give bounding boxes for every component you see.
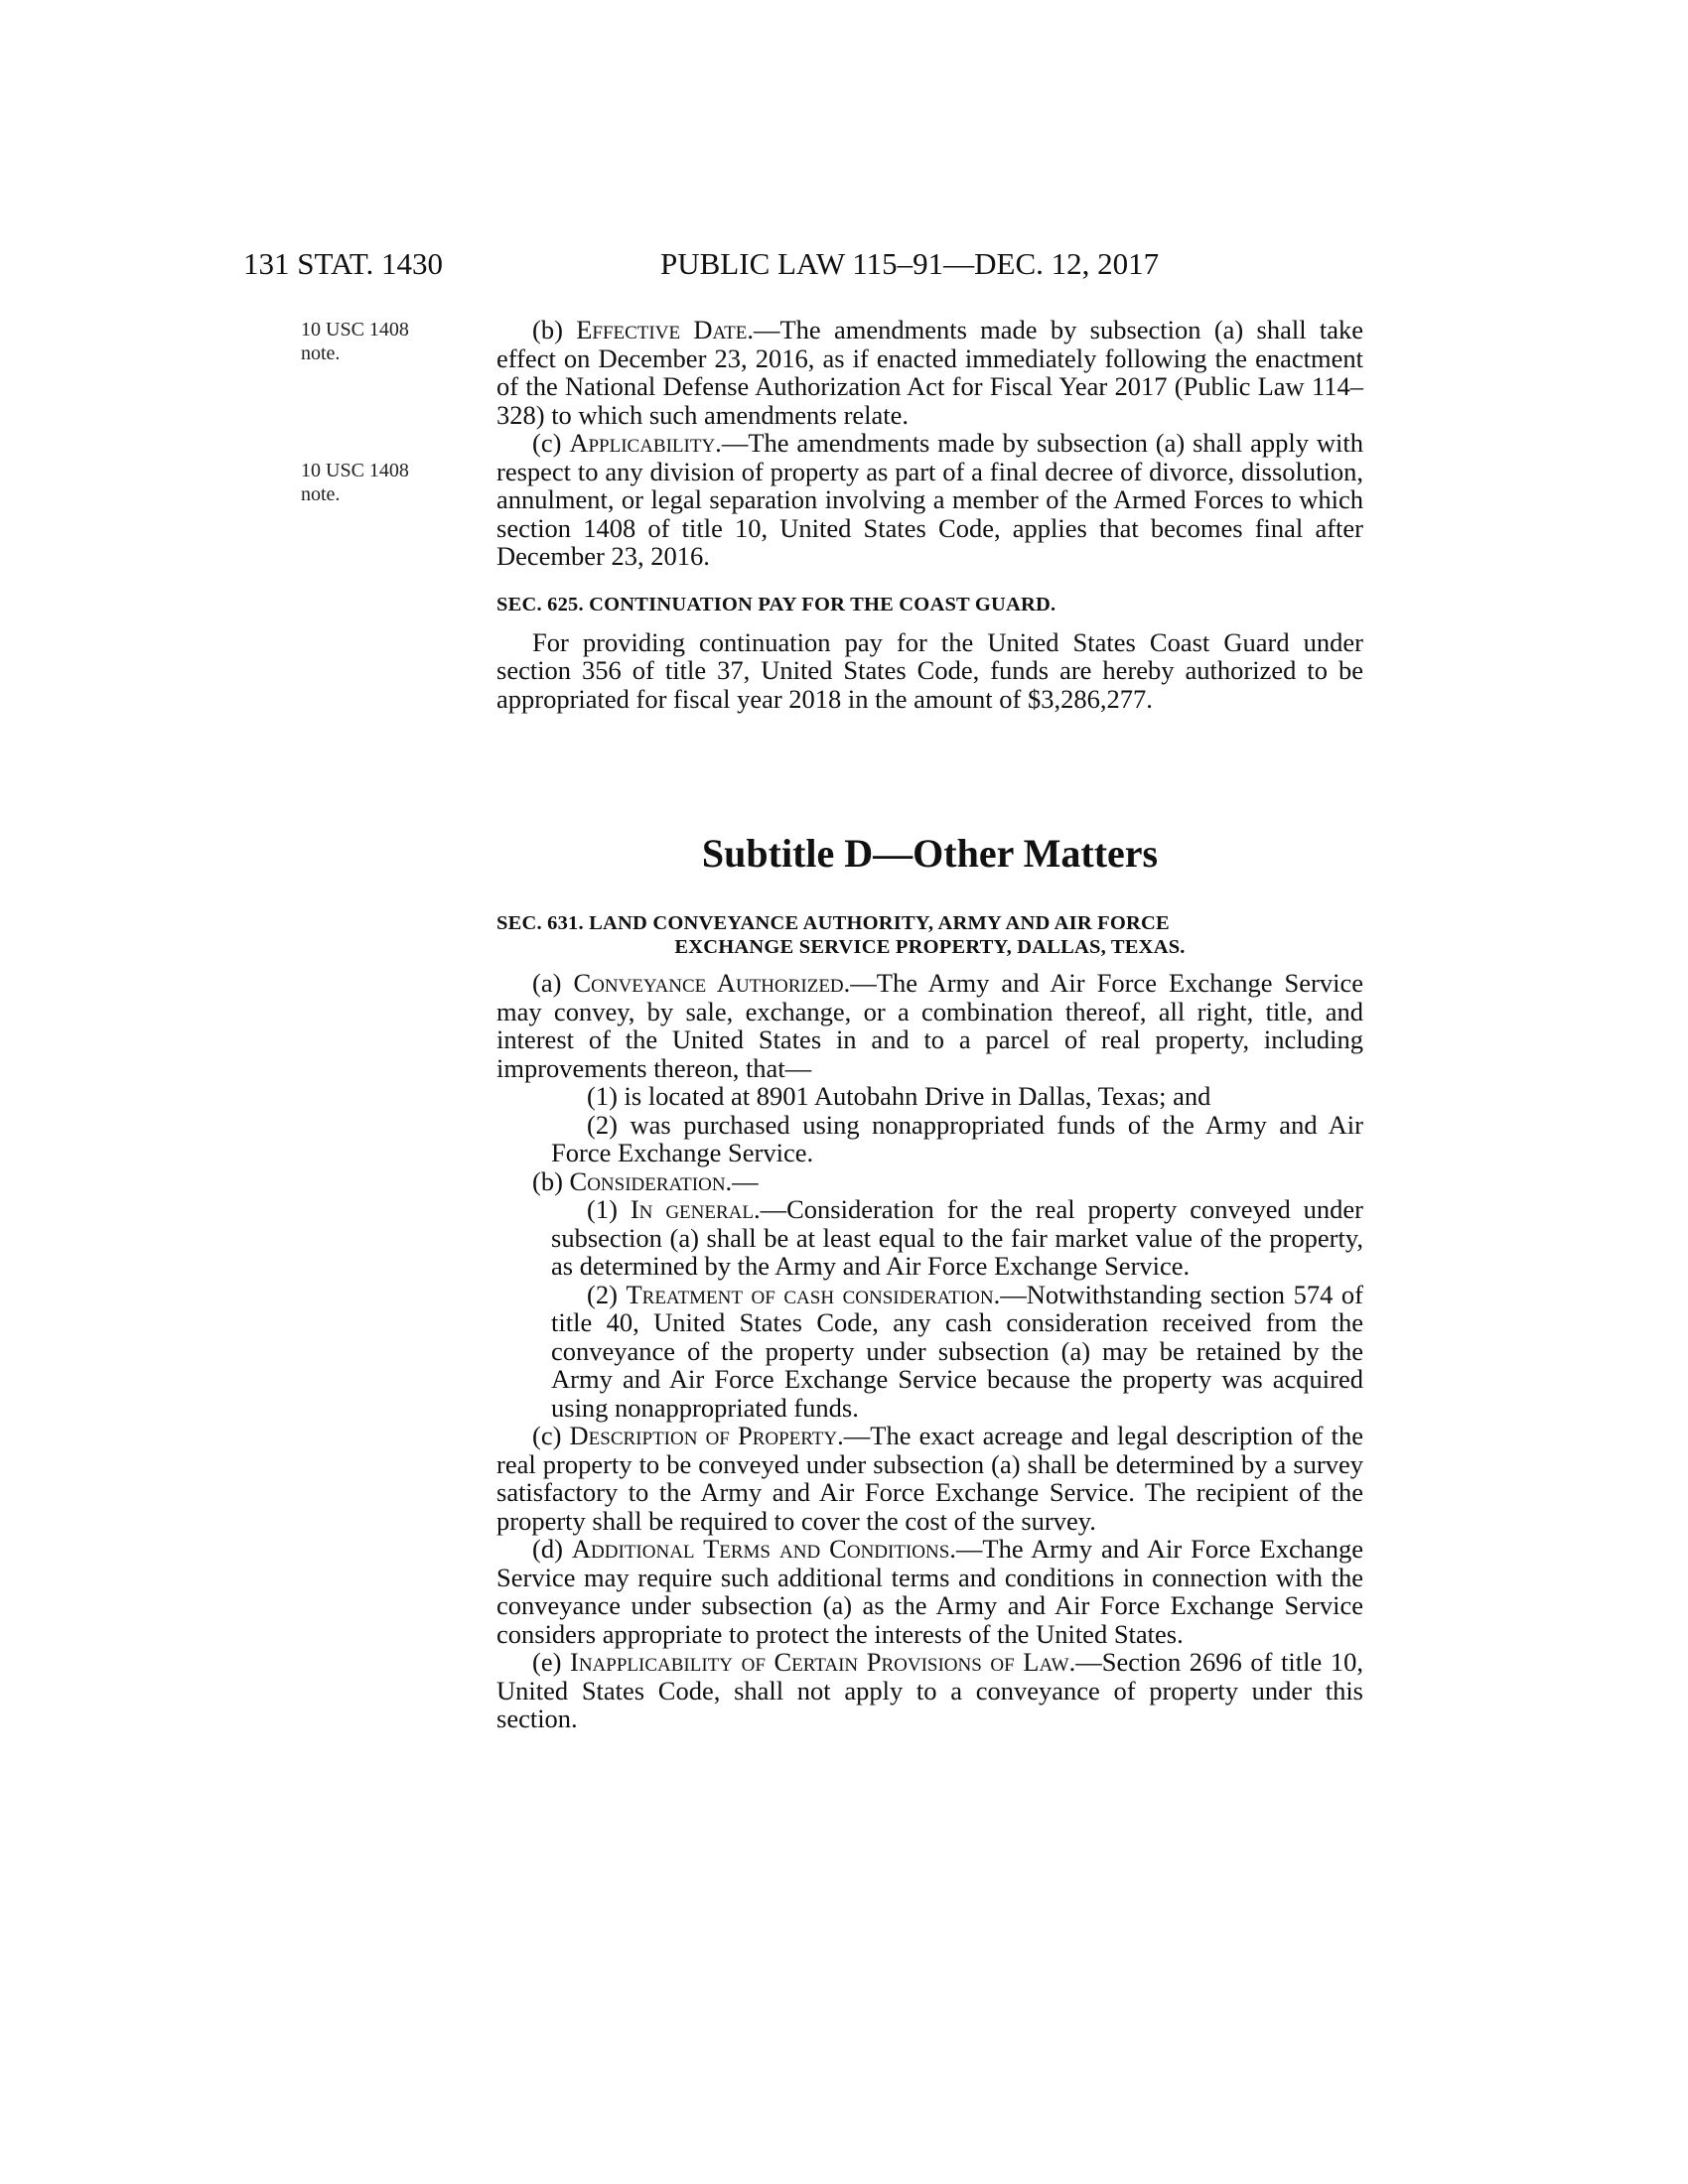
margin-note-citation: 10 USC 1408	[301, 460, 409, 481]
sec-625-text: For providing continuation pay for the United States Coast Guard under section 356 of title 37, United States Code, funds are hereby authorized to be appropriated for fiscal year 2018 in the amount of $3,286,277.	[496, 626, 1363, 714]
subsection-e-inapplicability: (e) Inapplicability of Certain Provisions of Law.—Section 2696 of title 10, United States Code, shall not apply to a conveyance of property under this section.	[496, 1647, 1363, 1733]
law-citation: PUBLIC LAW 115–91—DEC. 12, 2017	[660, 246, 1160, 281]
margin-note-suffix: note.	[301, 483, 341, 505]
subsection-b-effective-date: (b) Effective Date.—The amendments made by subsection (a) shall take effect on December 23, 2016, as if enacted immediately following the enactment of the National Defense Authorization Act for Fiscal Year 2017 (Public Law 114–328) to which such amendments relate.	[496, 315, 1364, 430]
paragraph-b2: (2) Treatment of cash consideration.—Notwithstanding section 574 of title 40, United States Code, any cash consideration received from the conveyance of the property under subsection (a) may be retained by the Army and Air Force Exchange Service because the property was acquired using nonappropriated funds.	[551, 1279, 1363, 1423]
subsection-a-conveyance: (a) Conveyance Authorized.—The Army and Air Force Exchange Service may convey, by sale, exchange, or a combination thereof, all right, title, and interest of the United States in and to a parcel of real property, including improvements thereon, that—	[496, 968, 1363, 1083]
subsection-d-terms: (d) Additional Terms and Conditions.—The Army and Air Force Exchange Service may require such additional terms and conditions in connection with the conveyance under subsection (a) as the Army and Air Force Exchange Service considers appropriate to protect the interests of the United States.	[496, 1534, 1363, 1649]
margin-note	[301, 318, 450, 365]
sec-631-heading: SEC. 631. LAND CONVEYANCE AUTHORITY, ARMY AND AIR FORCE EXCHANGE SERVICE PROPERTY, DALLAS, TEXAS.	[496, 912, 1186, 958]
margin-note-suffix: note.	[301, 342, 341, 364]
sec-631-block	[496, 911, 1363, 1733]
subsection-c-description: (c) Description of Property.—The exact acreage and legal description of the real property to be conveyed under subsection (a) shall be determined by a survey satisfactory to the Army and Air Force Exchange Service. The recipient of the property shall be required to cover the cost of the survey.	[496, 1421, 1363, 1536]
margin-note	[301, 459, 450, 506]
paragraph-a2: (2) was purchased using nonappropriated funds of the Army and Air Force Exchange Service.	[551, 1109, 1363, 1167]
paragraph-a1: (1) is located at 8901 Autobahn Drive in Dallas, Texas; and	[587, 1081, 1211, 1111]
sec-625-heading: SEC. 625. CONTINUATION PAY FOR THE COAST GUARD.	[496, 593, 1056, 615]
subtitle-heading: Subtitle D—Other Matters	[701, 831, 1159, 876]
margin-note-citation: 10 USC 1408	[301, 319, 409, 341]
top-text-block	[496, 316, 1363, 713]
subsection-c-applicability: (c) Applicability.—The amendments made by subsection (a) shall apply with respect to any division of property as part of a final decree of divorce, dissolution, annulment, or legal separation involving a member of the Armed Forces to which section 1408 of title 10, United States Code, applies that becomes final after December 23, 2016.	[496, 428, 1363, 571]
page-header	[243, 246, 1365, 286]
subsection-b-consideration: (b) Consideration.—	[532, 1165, 759, 1196]
paragraph-b1: (1) In general.—Consideration for the real property conveyed under subsection (a) shall be at least equal to the fair market value of the property, as determined by the Army and Air Force Exchange Service.	[551, 1194, 1364, 1281]
stat-citation: 131 STAT. 1430	[243, 246, 444, 281]
